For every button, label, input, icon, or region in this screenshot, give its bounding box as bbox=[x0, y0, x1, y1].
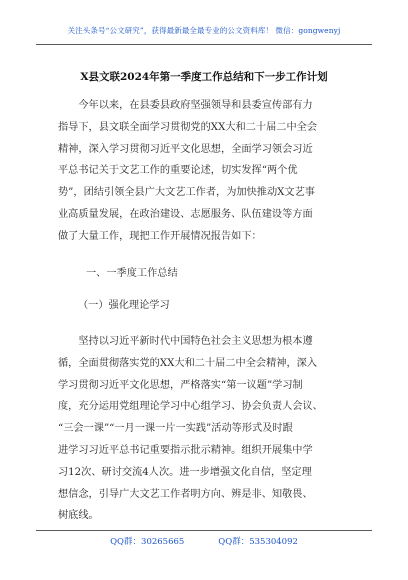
paragraph-line: 想信念，引导广大文艺工作者明方向、辨是非、知敬畏、 bbox=[58, 488, 313, 500]
header-divider bbox=[36, 44, 372, 45]
paragraph-line: 势”，团结引领全县广大文艺工作者，为加快推动X文艺事 bbox=[58, 187, 315, 199]
paragraph-line: 树底线。 bbox=[58, 510, 99, 522]
paragraph-line: 进学习习近平总书记重要指示批示精神。组织开展集中学 bbox=[58, 444, 313, 456]
footer-qq-group-1: QQ群：30265665 bbox=[110, 537, 185, 547]
paragraph-line: 习12次、研讨交流4人次。进一步增强文化自信，坚定理 bbox=[58, 466, 312, 478]
paragraph-line: “三会一课”“一月一课一片一实践”活动等形式及时跟 bbox=[58, 423, 293, 435]
paragraph-line: 今年以来，在县委县政府坚强领导和县委宣传部有力 bbox=[58, 100, 313, 111]
subsection-heading: （一）强化理论学习 bbox=[78, 300, 170, 311]
paragraph-line: 坚持以习近平新时代中国特色社会主义思想为根本遵 bbox=[58, 336, 313, 347]
footer-divider bbox=[36, 530, 372, 531]
body-paragraph bbox=[58, 331, 348, 527]
footer-qq-group-2: QQ群：535304092 bbox=[218, 537, 298, 547]
document-title: X县文联2024年第一季度工作总结和下一步工作计划 bbox=[80, 71, 328, 83]
paragraph-line: 学习贯彻习近平文化思想，严格落实“第一议题”学习制 bbox=[58, 379, 303, 391]
footer bbox=[0, 535, 408, 547]
paragraph-line: 度，充分运用党组理论学习中心组学习、协会负责人会议、 bbox=[58, 401, 323, 413]
paragraph-line: 指导下，县文联全面学习贯彻党的XX大和二十届二中全会 bbox=[58, 121, 318, 133]
paragraph-line: 精神，深入学习贯彻习近平文化思想，全面学习领会习近 bbox=[58, 143, 313, 155]
header-banner: 关注头条号“公文研究”，获得最新最全最专业的公文资料库！ 微信：gongwenyj bbox=[67, 26, 341, 35]
paragraph-line: 做了大量工作，现把工作开展情况报告如下： bbox=[58, 230, 262, 242]
paragraph-line: 业高质量发展，在政治建设、志愿服务、队伍建设等方面 bbox=[58, 208, 313, 220]
intro-paragraph bbox=[58, 95, 348, 248]
paragraph-line: 平总书记关于文艺工作的重要论述，切实发挥“两个优 bbox=[58, 165, 298, 177]
paragraph-line: 循，全面贯彻落实党的XX大和二十届二中全会精神，深入 bbox=[58, 357, 318, 369]
section-heading: 一、一季度工作总结 bbox=[86, 268, 178, 279]
